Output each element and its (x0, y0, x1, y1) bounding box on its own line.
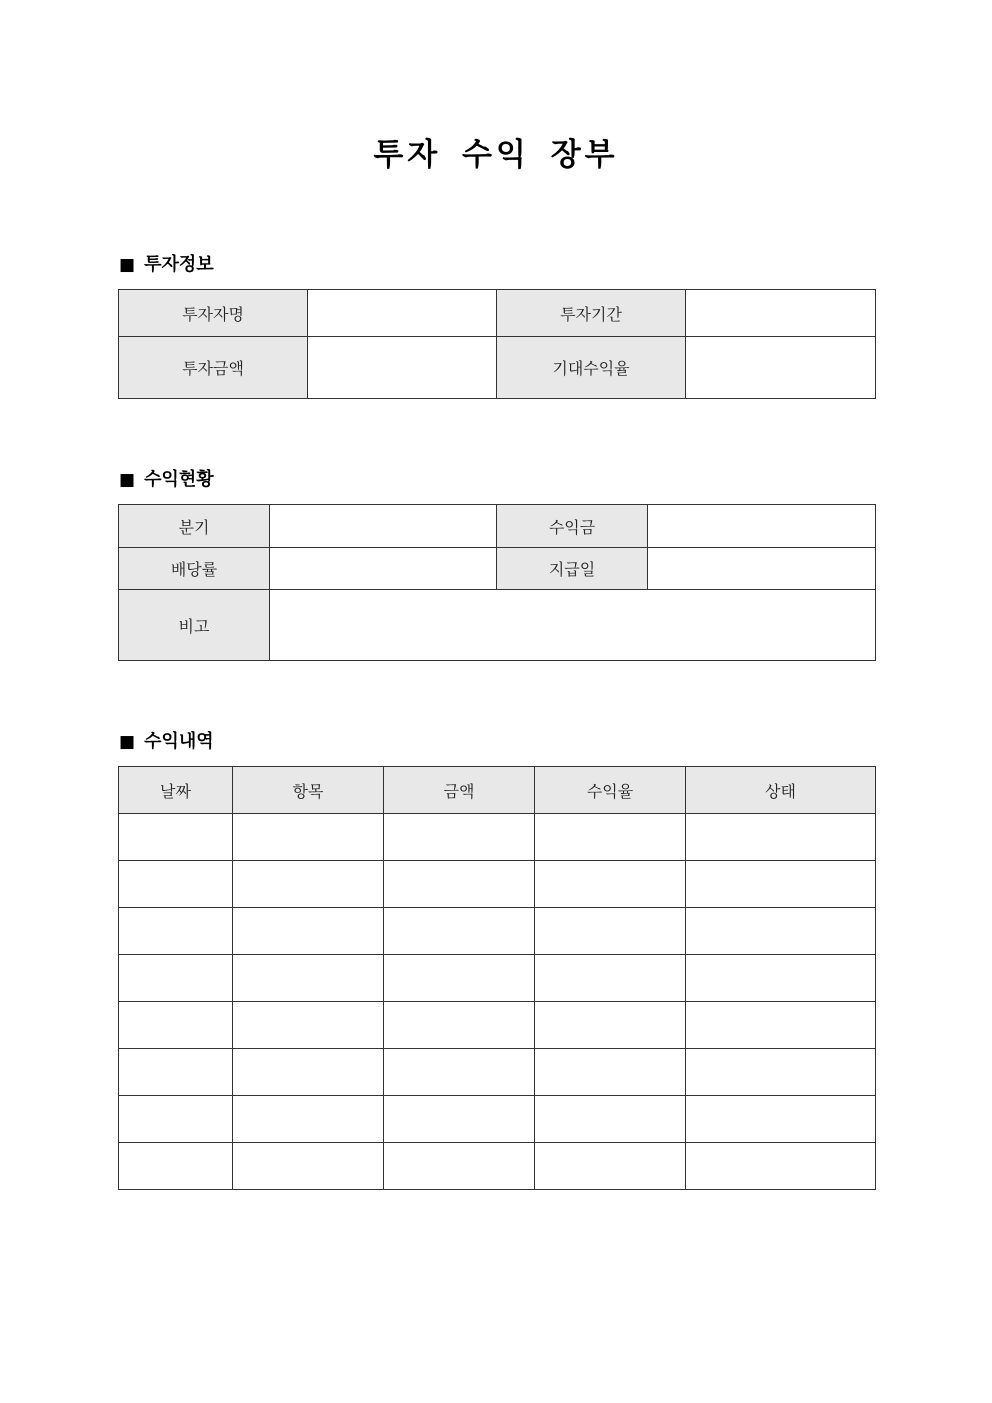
item-cell[interactable] (233, 861, 384, 908)
amount-cell[interactable] (384, 1096, 535, 1143)
table-row (119, 1002, 876, 1049)
column-header-status: 상태 (686, 767, 876, 814)
status-cell[interactable] (686, 1143, 876, 1190)
label-quarter: 분기 (119, 505, 270, 548)
return-rate-cell[interactable] (535, 955, 686, 1002)
remarks-field[interactable] (270, 590, 876, 661)
quarter-field[interactable] (270, 505, 497, 548)
amount-cell[interactable] (384, 861, 535, 908)
return-rate-cell[interactable] (535, 1096, 686, 1143)
label-dividend-rate: 배당률 (119, 548, 270, 590)
item-cell[interactable] (233, 814, 384, 861)
investment-info-table (118, 289, 876, 399)
date-cell[interactable] (119, 955, 233, 1002)
investor-name-field[interactable] (308, 290, 497, 337)
item-cell[interactable] (233, 1096, 384, 1143)
status-cell[interactable] (686, 1096, 876, 1143)
status-cell[interactable] (686, 861, 876, 908)
section-heading-label: 수익내역 (144, 731, 214, 752)
status-cell[interactable] (686, 1049, 876, 1096)
column-header-amount: 금액 (384, 767, 535, 814)
table-row (119, 505, 876, 548)
amount-cell[interactable] (384, 955, 535, 1002)
label-remarks: 비고 (119, 590, 270, 661)
date-cell[interactable] (119, 1096, 233, 1143)
return-rate-cell[interactable] (535, 861, 686, 908)
date-cell[interactable] (119, 861, 233, 908)
amount-cell[interactable] (384, 1143, 535, 1190)
document-title: 투자 수익 장부 (373, 137, 619, 173)
amount-cell[interactable] (384, 908, 535, 955)
table-row (119, 337, 876, 399)
label-payment-date: 지급일 (497, 548, 648, 590)
item-cell[interactable] (233, 1049, 384, 1096)
section-heading-label: 수익현황 (144, 469, 214, 490)
label-revenue-amount: 수익금 (497, 505, 648, 548)
table-row (119, 1143, 876, 1190)
date-cell[interactable] (119, 1143, 233, 1190)
item-cell[interactable] (233, 1143, 384, 1190)
column-header-return-rate: 수익율 (535, 767, 686, 814)
item-cell[interactable] (233, 955, 384, 1002)
table-row (119, 908, 876, 955)
table-header-row (119, 767, 876, 814)
date-cell[interactable] (119, 1049, 233, 1096)
table-row (119, 290, 876, 337)
return-rate-cell[interactable] (535, 1143, 686, 1190)
square-bullet-icon: ■ (119, 255, 136, 275)
label-investment-amount: 투자금액 (119, 337, 308, 399)
square-bullet-icon: ■ (119, 470, 136, 490)
return-rate-cell[interactable] (535, 1002, 686, 1049)
date-cell[interactable] (119, 1002, 233, 1049)
date-cell[interactable] (119, 814, 233, 861)
amount-cell[interactable] (384, 1049, 535, 1096)
section-heading-revenue-status (119, 468, 214, 492)
column-header-item: 항목 (233, 767, 384, 814)
section-heading-investment-info (119, 253, 214, 277)
table-row (119, 548, 876, 590)
revenue-amount-field[interactable] (648, 505, 876, 548)
section-heading-label: 투자정보 (144, 254, 214, 275)
status-cell[interactable] (686, 814, 876, 861)
revenue-status-table (118, 504, 876, 661)
revenue-details-table (118, 766, 876, 1190)
section-heading-revenue-details (119, 730, 214, 754)
table-row (119, 590, 876, 661)
label-expected-return-rate: 기대수익율 (497, 337, 686, 399)
dividend-rate-field[interactable] (270, 548, 497, 590)
expected-return-rate-field[interactable] (686, 337, 876, 399)
table-row (119, 955, 876, 1002)
label-investment-period: 투자기간 (497, 290, 686, 337)
table-row (119, 1096, 876, 1143)
status-cell[interactable] (686, 955, 876, 1002)
table-row (119, 814, 876, 861)
column-header-date: 날짜 (119, 767, 233, 814)
table-row (119, 1049, 876, 1096)
item-cell[interactable] (233, 908, 384, 955)
label-investor-name: 투자자명 (119, 290, 308, 337)
status-cell[interactable] (686, 1002, 876, 1049)
return-rate-cell[interactable] (535, 1049, 686, 1096)
date-cell[interactable] (119, 908, 233, 955)
investment-amount-field[interactable] (308, 337, 497, 399)
item-cell[interactable] (233, 1002, 384, 1049)
return-rate-cell[interactable] (535, 814, 686, 861)
investment-period-field[interactable] (686, 290, 876, 337)
amount-cell[interactable] (384, 1002, 535, 1049)
square-bullet-icon: ■ (119, 732, 136, 752)
status-cell[interactable] (686, 908, 876, 955)
payment-date-field[interactable] (648, 548, 876, 590)
return-rate-cell[interactable] (535, 908, 686, 955)
amount-cell[interactable] (384, 814, 535, 861)
table-row (119, 861, 876, 908)
